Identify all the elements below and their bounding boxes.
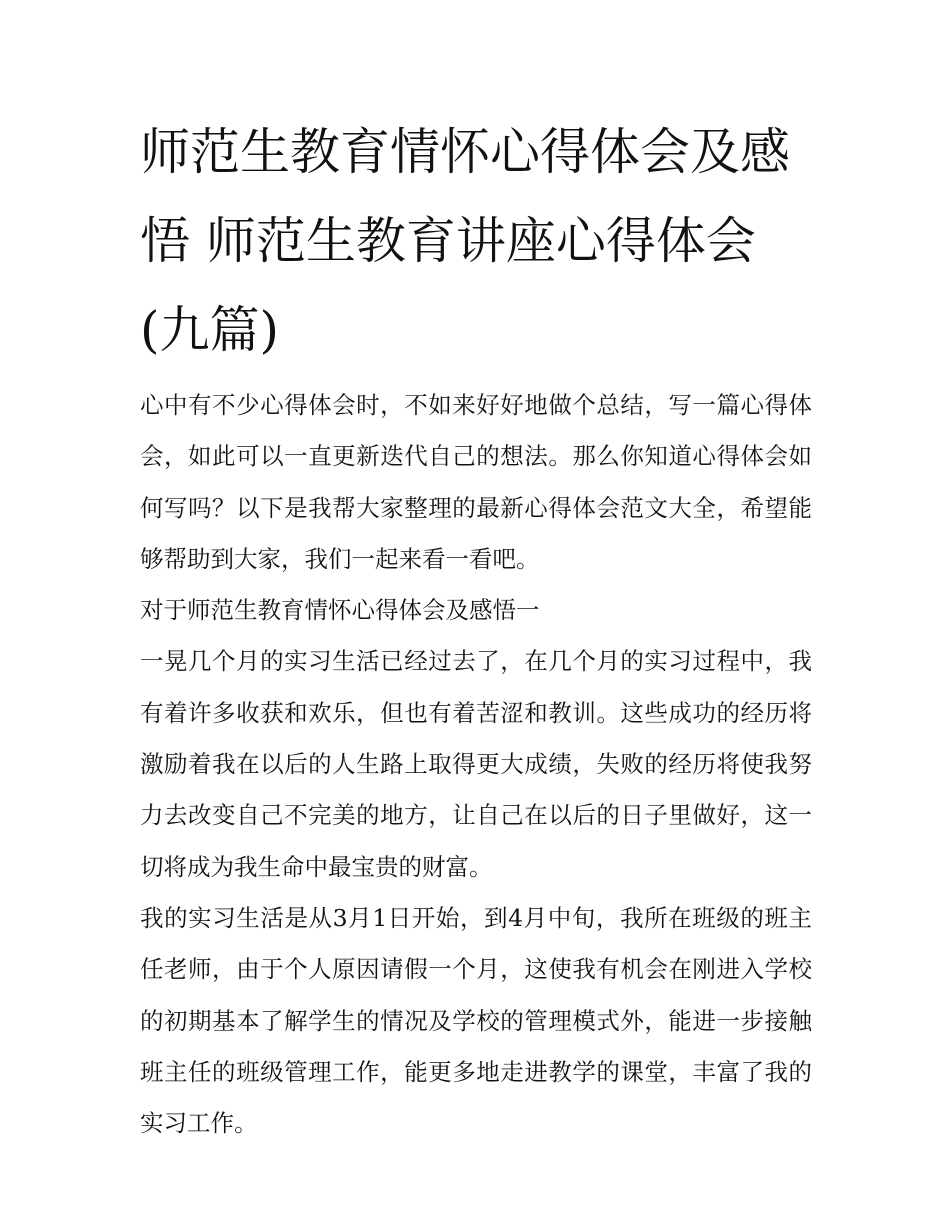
body-paragraph: 我的实习生活是从3月1日开始，到4月中旬，我所在班级的班主任老师，由于个人原因请假一个月，这使我有机会在刚进入学校的初期基本了解学生的情况及学校的管理模式外，能进一步接触班主任的班级管理工作，能更多地走进教学的课堂，丰富了我的实习工作。 bbox=[140, 903, 812, 1138]
intro-paragraph: 心中有不少心得体会时，不如来好好地做个总结，写一篇心得体会，如此可以一直更新迭代自己的想法。那么你知道心得体会如何写吗？以下是我帮大家整理的最新心得体会范文大全，希望能够帮助到大家，我们一起来看一看吧。 bbox=[140, 391, 812, 573]
section-heading: 对于师范生教育情怀心得体会及感悟一 bbox=[140, 596, 540, 625]
page-title: 师范生教育情怀心得体会及感悟 师范生教育讲座心得体会(九篇) bbox=[140, 123, 790, 359]
document-page bbox=[140, 108, 820, 1149]
body-paragraph: 一晃几个月的实习生活已经过去了，在几个月的实习过程中，我有着许多收获和欢乐，但也有着苦涩和教训。这些成功的经历将激励着我在以后的人生路上取得更大成绩，失败的经历将使我努力去改变自己不完美的地方，让自己在以后的日子里做好，这一切将成为我生命中最宝贵的财富。 bbox=[140, 647, 812, 881]
